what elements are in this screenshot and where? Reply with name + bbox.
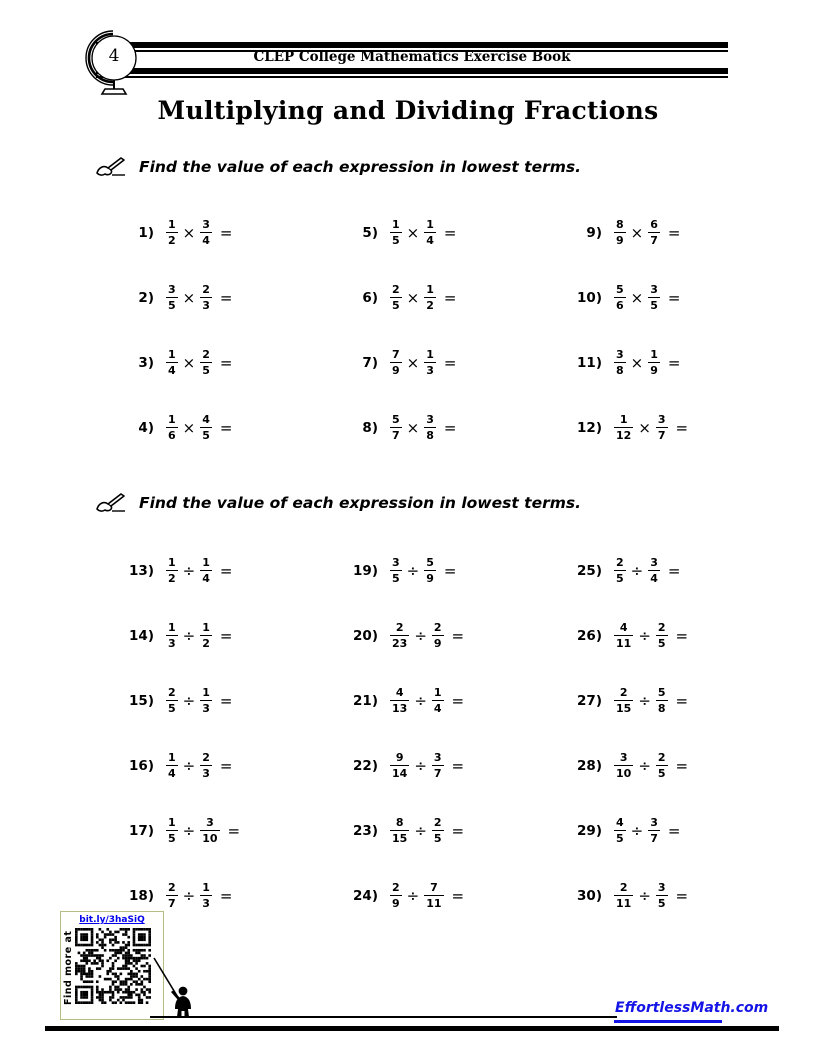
problem-number: 25) xyxy=(577,562,602,579)
footer-thick-rule xyxy=(45,1026,779,1031)
problem-2 xyxy=(124,265,348,330)
equals-sign: = xyxy=(667,561,681,580)
equals-sign: = xyxy=(443,353,457,372)
fraction: $\frac{2}{15}$ xyxy=(616,686,632,715)
footer-thin-rule xyxy=(150,1016,617,1018)
operator-icon: ÷ xyxy=(630,561,644,580)
equals-sign: = xyxy=(219,626,233,645)
multiplication-problems xyxy=(124,200,802,460)
problem-29 xyxy=(572,798,802,863)
problem-number: 20) xyxy=(353,627,378,644)
qr-link[interactable]: bit.ly/3haSiQ xyxy=(79,915,145,925)
fraction: $\frac{3}{5}$ xyxy=(168,283,176,312)
operator-icon: ÷ xyxy=(638,756,651,775)
section1-instruction xyxy=(95,156,581,178)
problem-20 xyxy=(348,603,572,668)
equals-sign: = xyxy=(219,418,233,437)
fraction: $\frac{1}{4}$ xyxy=(168,348,176,377)
problem-number: 1) xyxy=(138,224,154,241)
problem-number: 18) xyxy=(129,887,154,904)
qr-code xyxy=(75,928,151,1004)
fraction: $\frac{3}{4}$ xyxy=(650,556,658,585)
qr-box xyxy=(60,911,164,1020)
fraction: $\frac{1}{2}$ xyxy=(202,621,210,650)
equals-sign: = xyxy=(675,886,689,905)
fraction: $\frac{2}{3}$ xyxy=(202,283,210,312)
fraction: $\frac{1}{3}$ xyxy=(426,348,434,377)
problem-number: 27) xyxy=(577,692,602,709)
header-rule-bottom xyxy=(96,68,728,78)
problem-number: 9) xyxy=(586,224,602,241)
fraction: $\frac{4}{5}$ xyxy=(616,816,624,845)
fraction: $\frac{2}{5}$ xyxy=(433,816,442,845)
problem-number: 3) xyxy=(138,354,154,371)
operator-icon: ÷ xyxy=(182,561,196,580)
operator-icon: ÷ xyxy=(414,691,427,710)
fraction: $\frac{2}{5}$ xyxy=(657,621,666,650)
fraction: $\frac{2}{9}$ xyxy=(392,881,400,910)
problem-number: 14) xyxy=(129,627,154,644)
equals-sign: = xyxy=(219,756,233,775)
fraction: $\frac{2}{5}$ xyxy=(168,686,176,715)
problem-number: 8) xyxy=(362,419,378,436)
fraction: $\frac{1}{4}$ xyxy=(202,556,210,585)
fraction: $\frac{4}{13}$ xyxy=(392,686,408,715)
operator-icon: × xyxy=(182,288,196,307)
problem-11 xyxy=(572,330,802,395)
problem-number: 6) xyxy=(362,289,378,306)
fraction: $\frac{4}{5}$ xyxy=(202,413,210,442)
site-link[interactable]: EffortlessMath.com xyxy=(615,1000,769,1016)
equals-sign: = xyxy=(675,626,689,645)
fraction: $\frac{3}{7}$ xyxy=(657,413,666,442)
problem-number: 23) xyxy=(353,822,378,839)
fraction: $\frac{3}{5}$ xyxy=(392,556,400,585)
presenter-icon xyxy=(168,986,196,1018)
equals-sign: = xyxy=(451,691,465,710)
fraction: $\frac{3}{8}$ xyxy=(616,348,624,377)
operator-icon: × xyxy=(630,288,644,307)
problem-number: 4) xyxy=(138,419,154,436)
fraction: $\frac{1}{4}$ xyxy=(426,218,434,247)
equals-sign: = xyxy=(443,418,457,437)
fraction: $\frac{7}{11}$ xyxy=(426,881,442,910)
equals-sign: = xyxy=(451,626,465,645)
fraction: $\frac{1}{3}$ xyxy=(202,881,210,910)
equals-sign: = xyxy=(219,288,233,307)
operator-icon: × xyxy=(182,353,196,372)
operator-icon: ÷ xyxy=(182,691,196,710)
fraction: $\frac{1}{9}$ xyxy=(650,348,658,377)
problem-12 xyxy=(572,395,802,460)
equals-sign: = xyxy=(451,756,465,775)
operator-icon: × xyxy=(182,418,196,437)
operator-icon: × xyxy=(638,418,651,437)
problem-number: 29) xyxy=(577,822,602,839)
fraction: $\frac{2}{5}$ xyxy=(392,283,400,312)
problem-22 xyxy=(348,733,572,798)
fraction: $\frac{2}{5}$ xyxy=(202,348,210,377)
problem-number: 15) xyxy=(129,692,154,709)
problem-26 xyxy=(572,603,802,668)
problem-number: 16) xyxy=(129,757,154,774)
fraction: $\frac{1}{3}$ xyxy=(202,686,210,715)
fraction: $\frac{3}{5}$ xyxy=(650,283,658,312)
operator-icon: ÷ xyxy=(406,561,420,580)
problem-number: 12) xyxy=(577,419,602,436)
operator-icon: ÷ xyxy=(638,691,651,710)
problem-number: 7) xyxy=(362,354,378,371)
equals-sign: = xyxy=(667,353,681,372)
fraction: $\frac{2}{5}$ xyxy=(657,751,666,780)
problem-number: 17) xyxy=(129,822,154,839)
equals-sign: = xyxy=(219,353,233,372)
problem-7 xyxy=(348,330,572,395)
problem-number: 10) xyxy=(577,289,602,306)
problem-3 xyxy=(124,330,348,395)
fraction: $\frac{7}{9}$ xyxy=(392,348,400,377)
operator-icon: × xyxy=(406,353,420,372)
fraction: $\frac{1}{5}$ xyxy=(168,816,176,845)
problem-27 xyxy=(572,668,802,733)
operator-icon: × xyxy=(182,223,196,242)
equals-sign: = xyxy=(219,223,233,242)
operator-icon: ÷ xyxy=(182,821,196,840)
operator-icon: × xyxy=(630,353,644,372)
fraction: $\frac{3}{5}$ xyxy=(657,881,666,910)
operator-icon: ÷ xyxy=(182,756,196,775)
problem-number: 11) xyxy=(577,354,602,371)
fraction: $\frac{1}{5}$ xyxy=(392,218,400,247)
page-number: 4 xyxy=(108,46,120,66)
equals-sign: = xyxy=(219,886,233,905)
fraction: $\frac{3}{8}$ xyxy=(426,413,434,442)
fraction: $\frac{1}{4}$ xyxy=(433,686,442,715)
equals-sign: = xyxy=(451,886,465,905)
problem-number: 24) xyxy=(353,887,378,904)
fraction: $\frac{2}{11}$ xyxy=(616,881,632,910)
problem-8 xyxy=(348,395,572,460)
operator-icon: ÷ xyxy=(414,821,427,840)
problem-13 xyxy=(124,538,348,603)
problem-17 xyxy=(124,798,348,863)
instruction-text: Find the value of each expression in lowest terms. xyxy=(139,158,581,176)
fraction: $\frac{1}{6}$ xyxy=(168,413,176,442)
problem-21 xyxy=(348,668,572,733)
problem-number: 28) xyxy=(577,757,602,774)
equals-sign: = xyxy=(443,223,457,242)
fraction: $\frac{1}{2}$ xyxy=(168,218,176,247)
fraction: $\frac{6}{7}$ xyxy=(650,218,658,247)
problem-number: 2) xyxy=(138,289,154,306)
fraction: $\frac{2}{7}$ xyxy=(168,881,176,910)
fraction: $\frac{2}{9}$ xyxy=(433,621,442,650)
equals-sign: = xyxy=(443,561,457,580)
problem-number: 13) xyxy=(129,562,154,579)
book-title: CLEP College Mathematics Exercise Book xyxy=(253,49,571,65)
equals-sign: = xyxy=(675,418,689,437)
fraction: $\frac{5}{8}$ xyxy=(657,686,666,715)
equals-sign: = xyxy=(443,288,457,307)
page-title: Multiplying and Dividing Fractions xyxy=(157,96,659,125)
problem-25 xyxy=(572,538,802,603)
fraction: $\frac{3}{7}$ xyxy=(433,751,442,780)
problem-number: 26) xyxy=(577,627,602,644)
problem-number: 19) xyxy=(353,562,378,579)
problem-16 xyxy=(124,733,348,798)
fraction: $\frac{5}{9}$ xyxy=(426,556,434,585)
equals-sign: = xyxy=(675,691,689,710)
problem-9 xyxy=(572,200,802,265)
fraction: $\frac{3}{10}$ xyxy=(202,816,218,845)
division-problems xyxy=(124,538,802,928)
problem-30 xyxy=(572,863,802,928)
problem-number: 21) xyxy=(353,692,378,709)
pen-icon xyxy=(95,492,127,514)
pen-icon xyxy=(95,156,127,178)
problem-10 xyxy=(572,265,802,330)
problem-number: 30) xyxy=(577,887,602,904)
problem-1 xyxy=(124,200,348,265)
site-link-underline xyxy=(614,1020,722,1023)
equals-sign: = xyxy=(667,288,681,307)
equals-sign: = xyxy=(667,821,681,840)
operator-icon: × xyxy=(406,418,420,437)
equals-sign: = xyxy=(219,691,233,710)
fraction: $\frac{8}{9}$ xyxy=(616,218,624,247)
operator-icon: ÷ xyxy=(638,626,651,645)
fraction: $\frac{8}{15}$ xyxy=(392,816,408,845)
fraction: $\frac{2}{23}$ xyxy=(392,621,408,650)
fraction: $\frac{1}{4}$ xyxy=(168,751,176,780)
equals-sign: = xyxy=(219,561,233,580)
fraction: $\frac{2}{3}$ xyxy=(202,751,210,780)
operator-icon: ÷ xyxy=(638,886,651,905)
fraction: $\frac{3}{10}$ xyxy=(616,751,632,780)
fraction: $\frac{4}{11}$ xyxy=(616,621,632,650)
section2-instruction xyxy=(95,492,581,514)
problem-6 xyxy=(348,265,572,330)
equals-sign: = xyxy=(227,821,241,840)
problem-15 xyxy=(124,668,348,733)
operator-icon: ÷ xyxy=(414,626,427,645)
problem-24 xyxy=(348,863,572,928)
qr-label: Find more at xyxy=(63,930,74,1005)
problem-28 xyxy=(572,733,802,798)
operator-icon: ÷ xyxy=(182,886,196,905)
operator-icon: × xyxy=(406,288,420,307)
fraction: $\frac{1}{3}$ xyxy=(168,621,176,650)
problem-4 xyxy=(124,395,348,460)
equals-sign: = xyxy=(675,756,689,775)
fraction: $\frac{5}{7}$ xyxy=(392,413,400,442)
instruction-text: Find the value of each expression in lowest terms. xyxy=(139,494,581,512)
problem-number: 5) xyxy=(362,224,378,241)
problem-5 xyxy=(348,200,572,265)
equals-sign: = xyxy=(451,821,465,840)
equals-sign: = xyxy=(667,223,681,242)
operator-icon: × xyxy=(630,223,644,242)
problem-23 xyxy=(348,798,572,863)
operator-icon: × xyxy=(406,223,420,242)
problem-19 xyxy=(348,538,572,603)
fraction: $\frac{3}{4}$ xyxy=(202,218,210,247)
fraction: $\frac{1}{2}$ xyxy=(426,283,434,312)
problem-number: 22) xyxy=(353,757,378,774)
operator-icon: ÷ xyxy=(182,626,196,645)
fraction: $\frac{1}{2}$ xyxy=(168,556,176,585)
operator-icon: ÷ xyxy=(406,886,420,905)
fraction: $\frac{3}{7}$ xyxy=(650,816,658,845)
operator-icon: ÷ xyxy=(414,756,427,775)
fraction: $\frac{1}{12}$ xyxy=(616,413,632,442)
problem-14 xyxy=(124,603,348,668)
fraction: $\frac{9}{14}$ xyxy=(392,751,408,780)
operator-icon: ÷ xyxy=(630,821,644,840)
fraction: $\frac{2}{5}$ xyxy=(616,556,624,585)
fraction: $\frac{5}{6}$ xyxy=(616,283,624,312)
